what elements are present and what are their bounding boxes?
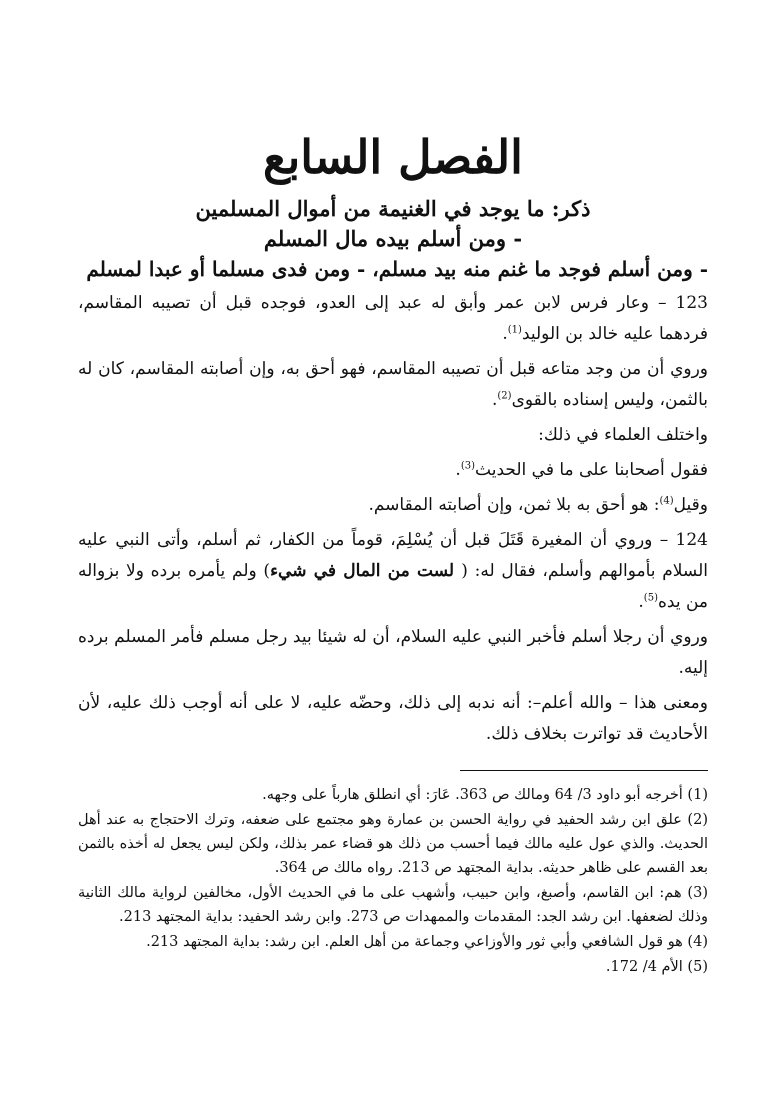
footnotes — [78, 783, 708, 979]
footnote-ref-4: (4) — [659, 495, 674, 507]
footnote-1: (1) أخرجه أبو داود 3/ 64 ومالك ص 363. عَارَ: أي انطلق هارباً على وجهه. — [262, 787, 708, 803]
footnote-5: (5) الأم 4/ 172. — [605, 959, 708, 975]
footnote-ref-1: (1) — [507, 324, 522, 336]
chapter-title: الفصل السابع — [263, 130, 523, 184]
paragraph-1: 123 – وعار فرس لابن عمر وأبق له عبد إلى العدو، فوجده قبل أن تصيبه المقاسم، فردهما عليه خالد بن الوليد$^{(1)}$. — [78, 293, 708, 344]
footnote-ref-5: (5) — [643, 592, 658, 604]
paragraph-3: واختلف العلماء في ذلك: — [538, 425, 708, 445]
hadith-quote: لست من المال في شيء — [270, 561, 462, 581]
subheading-3: - ومن أسلم فوجد ما غنم منه بيد مسلم، - ومن فدى مسلما أو عبدا لمسلم — [86, 257, 708, 281]
paragraph-5: وقيل$^{(4)}$: هو أحق به بلا ثمن، وإن أصابته المقاسم. — [368, 495, 708, 515]
paragraph-2: وروي أن من وجد متاعه قبل أن تصيبه المقاسم، فهو أحق به، وإن أصابته المقاسم، كان له بالثمن، وليس إسناده بالقوى$^{(2)}$. — [78, 359, 708, 410]
subheading-2: - ومن أسلم بيده مال المسلم — [263, 226, 523, 251]
footnote-4: (4) هو قول الشافعي وأبي ثور والأوزاعي وجماعة من أهل العلم. ابن رشد: بداية المجتهد 213. — [146, 934, 708, 950]
footnote-3: (3) هم: ابن القاسم، وأصبغ، وابن حبيب، وأشهب على ما في الحديث الأول، مخالفين لرواية مالك الثانية وذلك لضعفها. ابن رشد الجد: المقدمات والممهدات ص 273. وابن رشد الحفيد: بداية المجتهد 213. — [78, 885, 708, 925]
paragraph-7: وروي أن رجلا أسلم فأخبر النبي عليه السلام، أن له شيئا بيد رجل مسلم فأمر المسلم برده إليه. — [78, 627, 708, 678]
footnote-ref-3: (3) — [460, 460, 476, 472]
paragraph-4: فقول أصحابنا على ما في الحديث$^{(3)}$. — [455, 460, 708, 480]
body-text — [78, 288, 708, 750]
subheading-1: ذكر: ما يوجد في الغنيمة من أموال المسلمين — [195, 196, 591, 221]
book-page — [78, 130, 708, 980]
paragraph-6: 124 – وروي أن المغيرة قَتَلَ قبل أن يُسْلِمَ، قوماً من الكفار، ثم أسلم، وأتى النبي عليه السلام بأموالهم وأسلم، فقال له: ( لست من المال في شيء) ولم يأمره برده ولا بزواله من يده$^{(5)}$. — [78, 530, 708, 612]
footnote-divider — [460, 770, 708, 771]
paragraph-8: ومعنى هذا – والله أعلم–: أنه ندبه إلى ذلك، وحضّه عليه، لا على أنه أوجب ذلك عليه، لأن الأحاديث قد تواترت بخلاف ذلك. — [78, 693, 708, 744]
footnote-ref-2: (2) — [497, 390, 512, 402]
footnote-2: (2) علق ابن رشد الحفيد في رواية الحسن بن عمارة وهو مجتمع على ضعفه، وترك الاحتجاج به عند أهل الحديث. والذي عول عليه مالك فيما أحسب من ذلك هو قضاء عمر بذلك، ولكن ليس يجعل له أخذه بالثمن بعد القسم على ظاهر حديثه. بداية المجتهد ص 213. رواه مالك ص 364. — [78, 812, 708, 876]
